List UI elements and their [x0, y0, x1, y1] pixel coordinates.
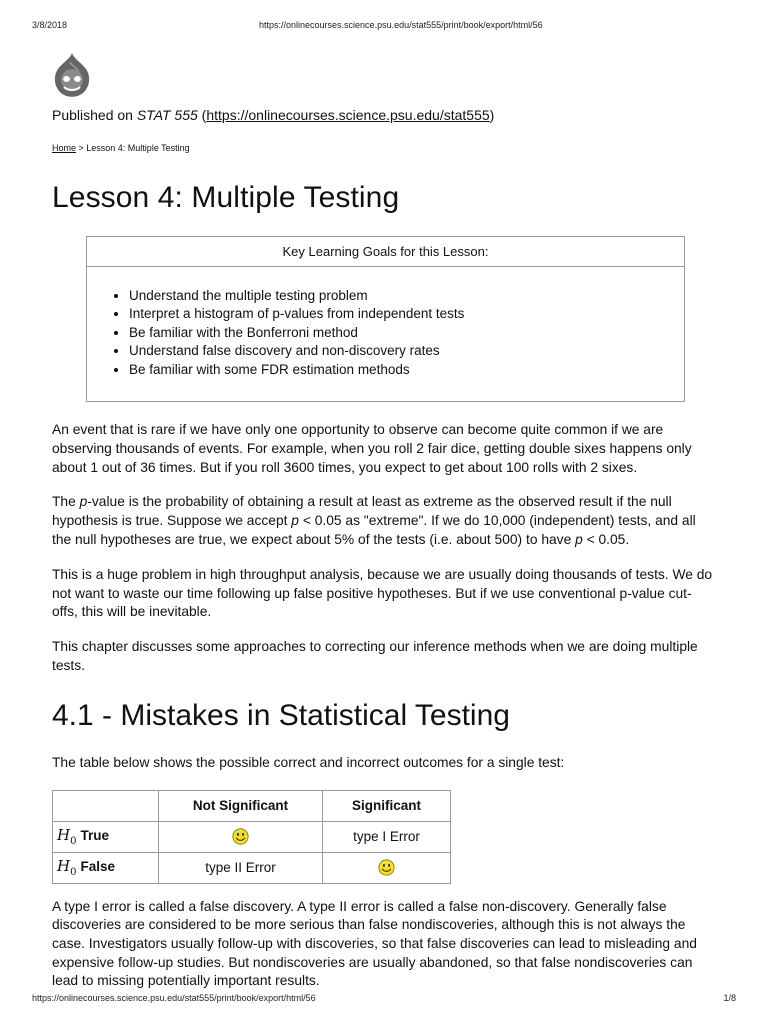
row-label-h0-true: $H_0$ True [53, 821, 159, 852]
site-name: STAT 555 [136, 107, 198, 123]
drupal-drop-icon [52, 52, 92, 100]
list-item: • Understand false discovery and non-discovery rates [129, 342, 684, 360]
published-line: Published on STAT 555 (https://onlinecourses.science.psu.edu/stat555) [52, 107, 495, 123]
smiley-icon [378, 859, 395, 876]
breadcrumb-home-link[interactable]: Home [52, 143, 77, 153]
table-header-cell: Significant [323, 790, 451, 821]
table-header-row [53, 790, 451, 821]
table-cell: type I Error [323, 821, 451, 852]
list-item: • Be familiar with the Bonferroni method [129, 324, 684, 342]
table-header-cell: Not Significant [159, 790, 323, 821]
breadcrumb: Home > Lesson 4: Multiple Testing [52, 143, 190, 153]
table-cell [323, 852, 451, 883]
breadcrumb-current: Lesson 4: Multiple Testing [86, 143, 190, 153]
table-intro: The table below shows the possible correct and incorrect outcomes for a single test: [52, 754, 565, 770]
paragraph-intro: An event that is rare if we have only one opportunity to observe can become quite common if we are observing thousands of events. For example, when you roll 2 fair dice, getting double sixes happens only about 1 out of 36 times. But if you roll 3600 times, you expect to get about 100 rolls with 2 sixes. [52, 422, 692, 475]
h0-symbol: $H_0$ [57, 857, 77, 879]
list-item: • Understand the multiple testing problem [129, 287, 684, 305]
print-header [32, 20, 736, 34]
print-date: 3/8/2018 [32, 20, 68, 30]
list-item: • Be familiar with some FDR estimation methods [129, 361, 684, 379]
learning-goals-box [86, 236, 685, 402]
paragraph-p-value: The p-value is the probability of obtaining a result at least as extreme as the observed result if the null hypothesis is true. Suppose we accept p < 0.05 as "extreme". If we do 10,000 (independent) tests, and all the null hypotheses are true, we expect about 5% of the tests (i.e. about 500) to have p < 0.05. [52, 494, 696, 548]
page-title: Lesson 4: Multiple Testing [52, 181, 400, 214]
table-cell [159, 821, 323, 852]
list-item: • Interpret a histogram of p-values from independent tests [129, 305, 684, 323]
paragraph-chapter-summary: This chapter discusses some approaches to correcting our inference methods when we are doing multiple tests. [52, 639, 698, 673]
h0-symbol: $H_0$ [57, 826, 77, 848]
paragraph-high-throughput: This is a huge problem in high throughput analysis, because we are usually doing thousands of tests. We do not want to waste our time following up false positive hypotheses. But if we use conventional p-value cut-offs, this will be inevitable. [52, 566, 713, 620]
learning-goals-heading: Key Learning Goals for this Lesson: [87, 237, 684, 267]
paragraph-error-types: A type I error is called a false discovery. A type II error is called a false non-discovery. Generally false discoveries are considered to be more serious than false nondiscoveries, although this is not always the case. Investigators usually follow-up with discoveries, so that false discoveries can lead to misleading and expensive follow-up studies. But nondiscoveries are usually abandoned, so that false nondiscoveries can lead to missing potentially important results. [52, 898, 697, 989]
section-title: 4.1 - Mistakes in Statistical Testing [52, 698, 510, 732]
table-cell: type II Error [159, 852, 323, 883]
site-link[interactable]: https://onlinecourses.science.psu.edu/stat555 [206, 107, 490, 123]
page-content [52, 52, 716, 991]
table-row [53, 821, 451, 852]
table-header-cell [53, 790, 159, 821]
print-url: https://onlinecourses.science.psu.edu/stat555/print/book/export/html/56 [259, 20, 543, 30]
row-label-h0-false: $H_0$ False [53, 852, 159, 883]
page-number: 1/8 [723, 993, 736, 1003]
outcomes-table [52, 790, 451, 884]
learning-goals-list [87, 267, 684, 401]
print-footer [32, 993, 736, 1003]
table-row [53, 852, 451, 883]
smiley-icon [232, 828, 249, 845]
footer-url: https://onlinecourses.science.psu.edu/stat555/print/book/export/html/56 [32, 993, 316, 1003]
